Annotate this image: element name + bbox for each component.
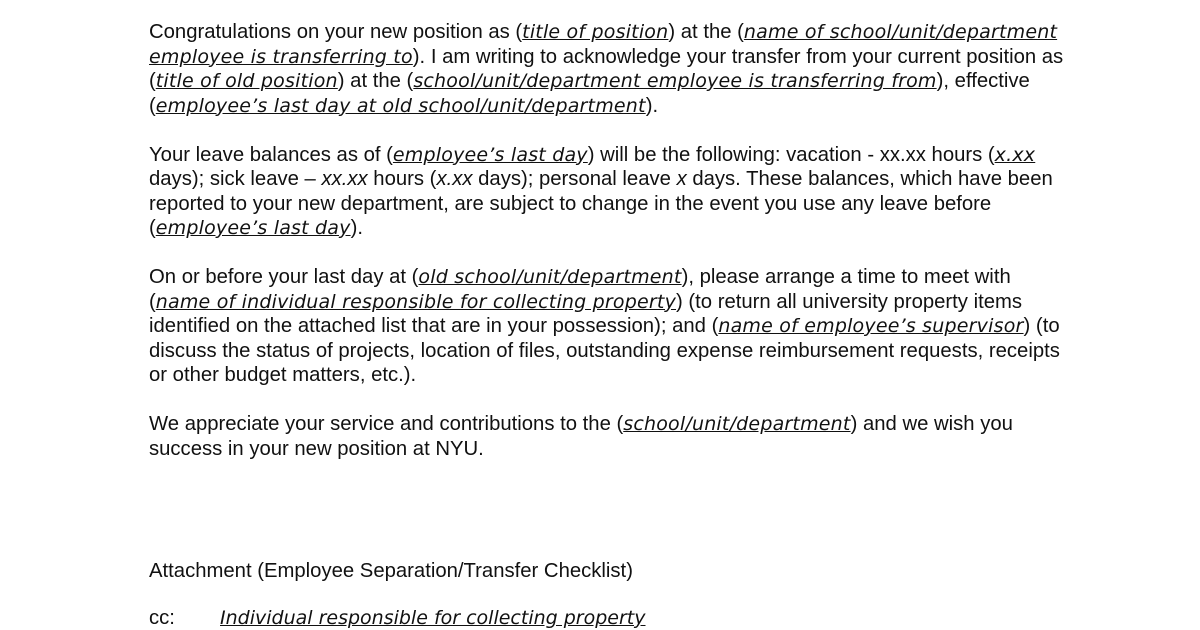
paragraph-closing <box>149 412 1069 461</box>
cc-label: cc: <box>149 607 175 629</box>
text: Congratulations on your new position as ( <box>149 21 523 43</box>
text: days. These balances, which have been reported to your new department, are subject to change in the event you use any leave before ( <box>149 168 1053 239</box>
text: ). <box>350 217 363 239</box>
sick-leave-hours: xx.xx <box>321 168 368 190</box>
placeholder-title-of-position: title of position <box>522 21 669 43</box>
text: days); personal leave <box>472 168 677 190</box>
placeholder-new-department: name of school/unit/department employee is transferring to <box>149 21 1058 68</box>
placeholder-old-department: school/unit/department employee is transferring from <box>413 70 937 92</box>
letter-body <box>149 20 1069 486</box>
placeholder-title-of-old-position: title of old position <box>155 70 338 92</box>
cc-recipient: Individual responsible for collecting property <box>220 607 646 629</box>
placeholder-last-day-at-old-department: employee’s last day at old school/unit/department <box>155 94 646 117</box>
attachment-line: Attachment (Employee Separation/Transfer Checklist) <box>149 560 633 582</box>
text: ) (to discuss the status of projects, location of files, outstanding expense reimbursement requests, receipts or other budget matters, etc.). <box>149 315 1060 386</box>
paragraph-leave-balances <box>149 143 1069 241</box>
placeholder-old-department: old school/unit/department <box>418 266 682 288</box>
placeholder-property-collector: name of individual responsible for collecting property <box>155 290 677 313</box>
paragraph-transfer-acknowledgement <box>149 20 1069 118</box>
cc-line <box>149 606 646 630</box>
sick-leave-days: x.xx <box>436 168 473 190</box>
placeholder-employee-last-day: employee’s last day <box>155 217 351 239</box>
text: hours ( <box>367 168 437 190</box>
text: On or before your last day at ( <box>149 266 419 288</box>
personal-leave-days: x <box>676 168 687 190</box>
text: ) and we wish you success in your new position at NYU. <box>149 413 1013 460</box>
text: ) at the ( <box>668 21 744 43</box>
placeholder-supervisor-name: name of employee’s supervisor <box>718 315 1024 337</box>
text: ) (to return all university property items identified on the attached list that are in your possession); and ( <box>149 290 1023 337</box>
placeholder-employee-last-day: employee’s last day <box>392 143 588 166</box>
text: Your leave balances as of ( <box>149 143 393 166</box>
placeholder-vacation-days: x.xx <box>994 143 1036 166</box>
placeholder-department: school/unit/department <box>623 413 851 435</box>
text: ) at the ( <box>337 70 414 92</box>
text: days); sick leave – <box>149 168 322 190</box>
text: ) will be the following: vacation - xx.xx hours ( <box>587 143 995 166</box>
paragraph-return-property <box>149 265 1069 388</box>
text: ). <box>645 94 659 117</box>
text: ), please arrange a time to meet with ( <box>149 266 1011 313</box>
text: ). I am writing to acknowledge your transfer from your current position as ( <box>149 45 1064 92</box>
text: ), effective ( <box>149 70 1030 117</box>
text: We appreciate your service and contributions to the ( <box>149 413 624 435</box>
